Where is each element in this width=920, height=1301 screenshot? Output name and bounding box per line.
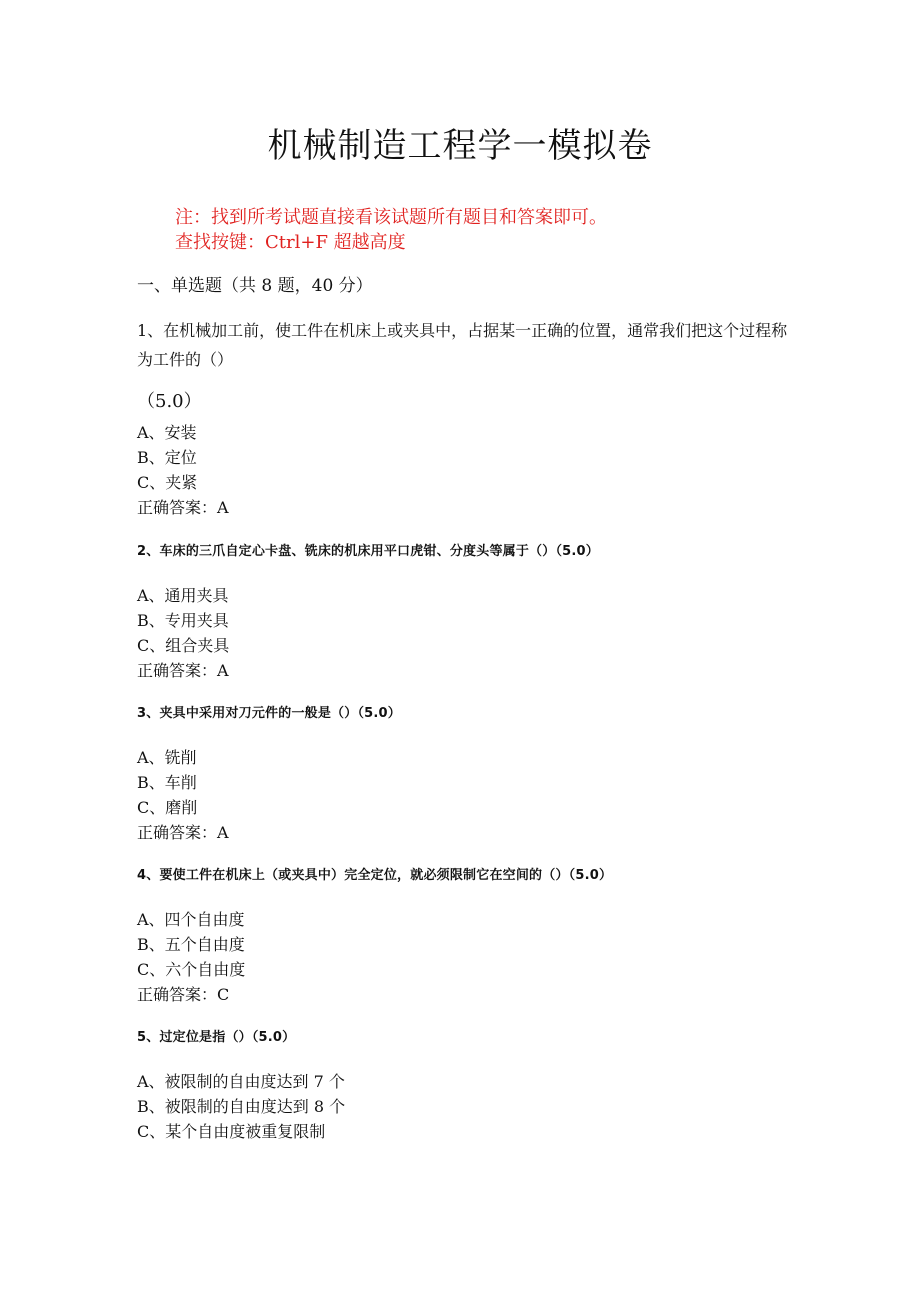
option-c: C、某个自由度被重复限制	[137, 1122, 326, 1141]
correct-answer: 正确答案：A	[137, 661, 229, 680]
section-heading: 一、单选题（共 8 题，40 分）	[137, 276, 373, 296]
option-b: B、专用夹具	[137, 611, 229, 630]
option-c: C、组合夹具	[137, 636, 230, 655]
question-5	[137, 1028, 797, 1144]
question-4	[137, 866, 797, 1007]
question-3	[137, 704, 797, 845]
question-text: 4、要使工件在机床上（或夹具中）完全定位，就必须限制它在空间的（）（5.0）	[137, 868, 613, 883]
search-hint-line: 查找按键：Ctrl+F 超越高度	[175, 232, 406, 253]
correct-answer: 正确答案：A	[137, 498, 229, 517]
question-score: （5.0）	[137, 391, 202, 412]
option-b: B、被限制的自由度达到 8 个	[137, 1097, 346, 1116]
correct-answer: 正确答案：C	[137, 985, 230, 1004]
option-c: C、夹紧	[137, 473, 198, 492]
question-text: 1、在机械加工前，使工件在机床上或夹具中，占据某一正确的位置，通常我们把这个过程称为工件的（）	[137, 321, 788, 369]
option-list	[137, 1069, 797, 1144]
option-a: A、铣削	[137, 748, 197, 767]
option-a: A、被限制的自由度达到 7 个	[137, 1072, 345, 1091]
option-b: B、定位	[137, 448, 197, 467]
option-list	[137, 420, 797, 495]
option-a: A、四个自由度	[137, 910, 245, 929]
option-list	[137, 907, 797, 982]
question-text: 3、夹具中采用对刀元件的一般是（）（5.0）	[137, 706, 401, 721]
note-line: 注：找到所考试题直接看该试题所有题目和答案即可。	[175, 207, 607, 228]
option-b: B、五个自由度	[137, 935, 245, 954]
option-c: C、六个自由度	[137, 960, 246, 979]
correct-answer: 正确答案：A	[137, 823, 229, 842]
question-text: 5、过定位是指（）（5.0）	[137, 1030, 296, 1045]
option-c: C、磨削	[137, 798, 198, 817]
option-list	[137, 745, 797, 820]
page-title: 机械制造工程学一模拟卷	[267, 126, 653, 166]
option-list	[137, 583, 797, 658]
question-1	[137, 316, 797, 520]
question-2	[137, 542, 797, 683]
question-text: 2、车床的三爪自定心卡盘、铣床的机床用平口虎钳、分度头等属于（）（5.0）	[137, 544, 599, 559]
option-a: A、通用夹具	[137, 586, 229, 605]
option-a: A、安装	[137, 423, 197, 442]
option-b: B、车削	[137, 773, 197, 792]
